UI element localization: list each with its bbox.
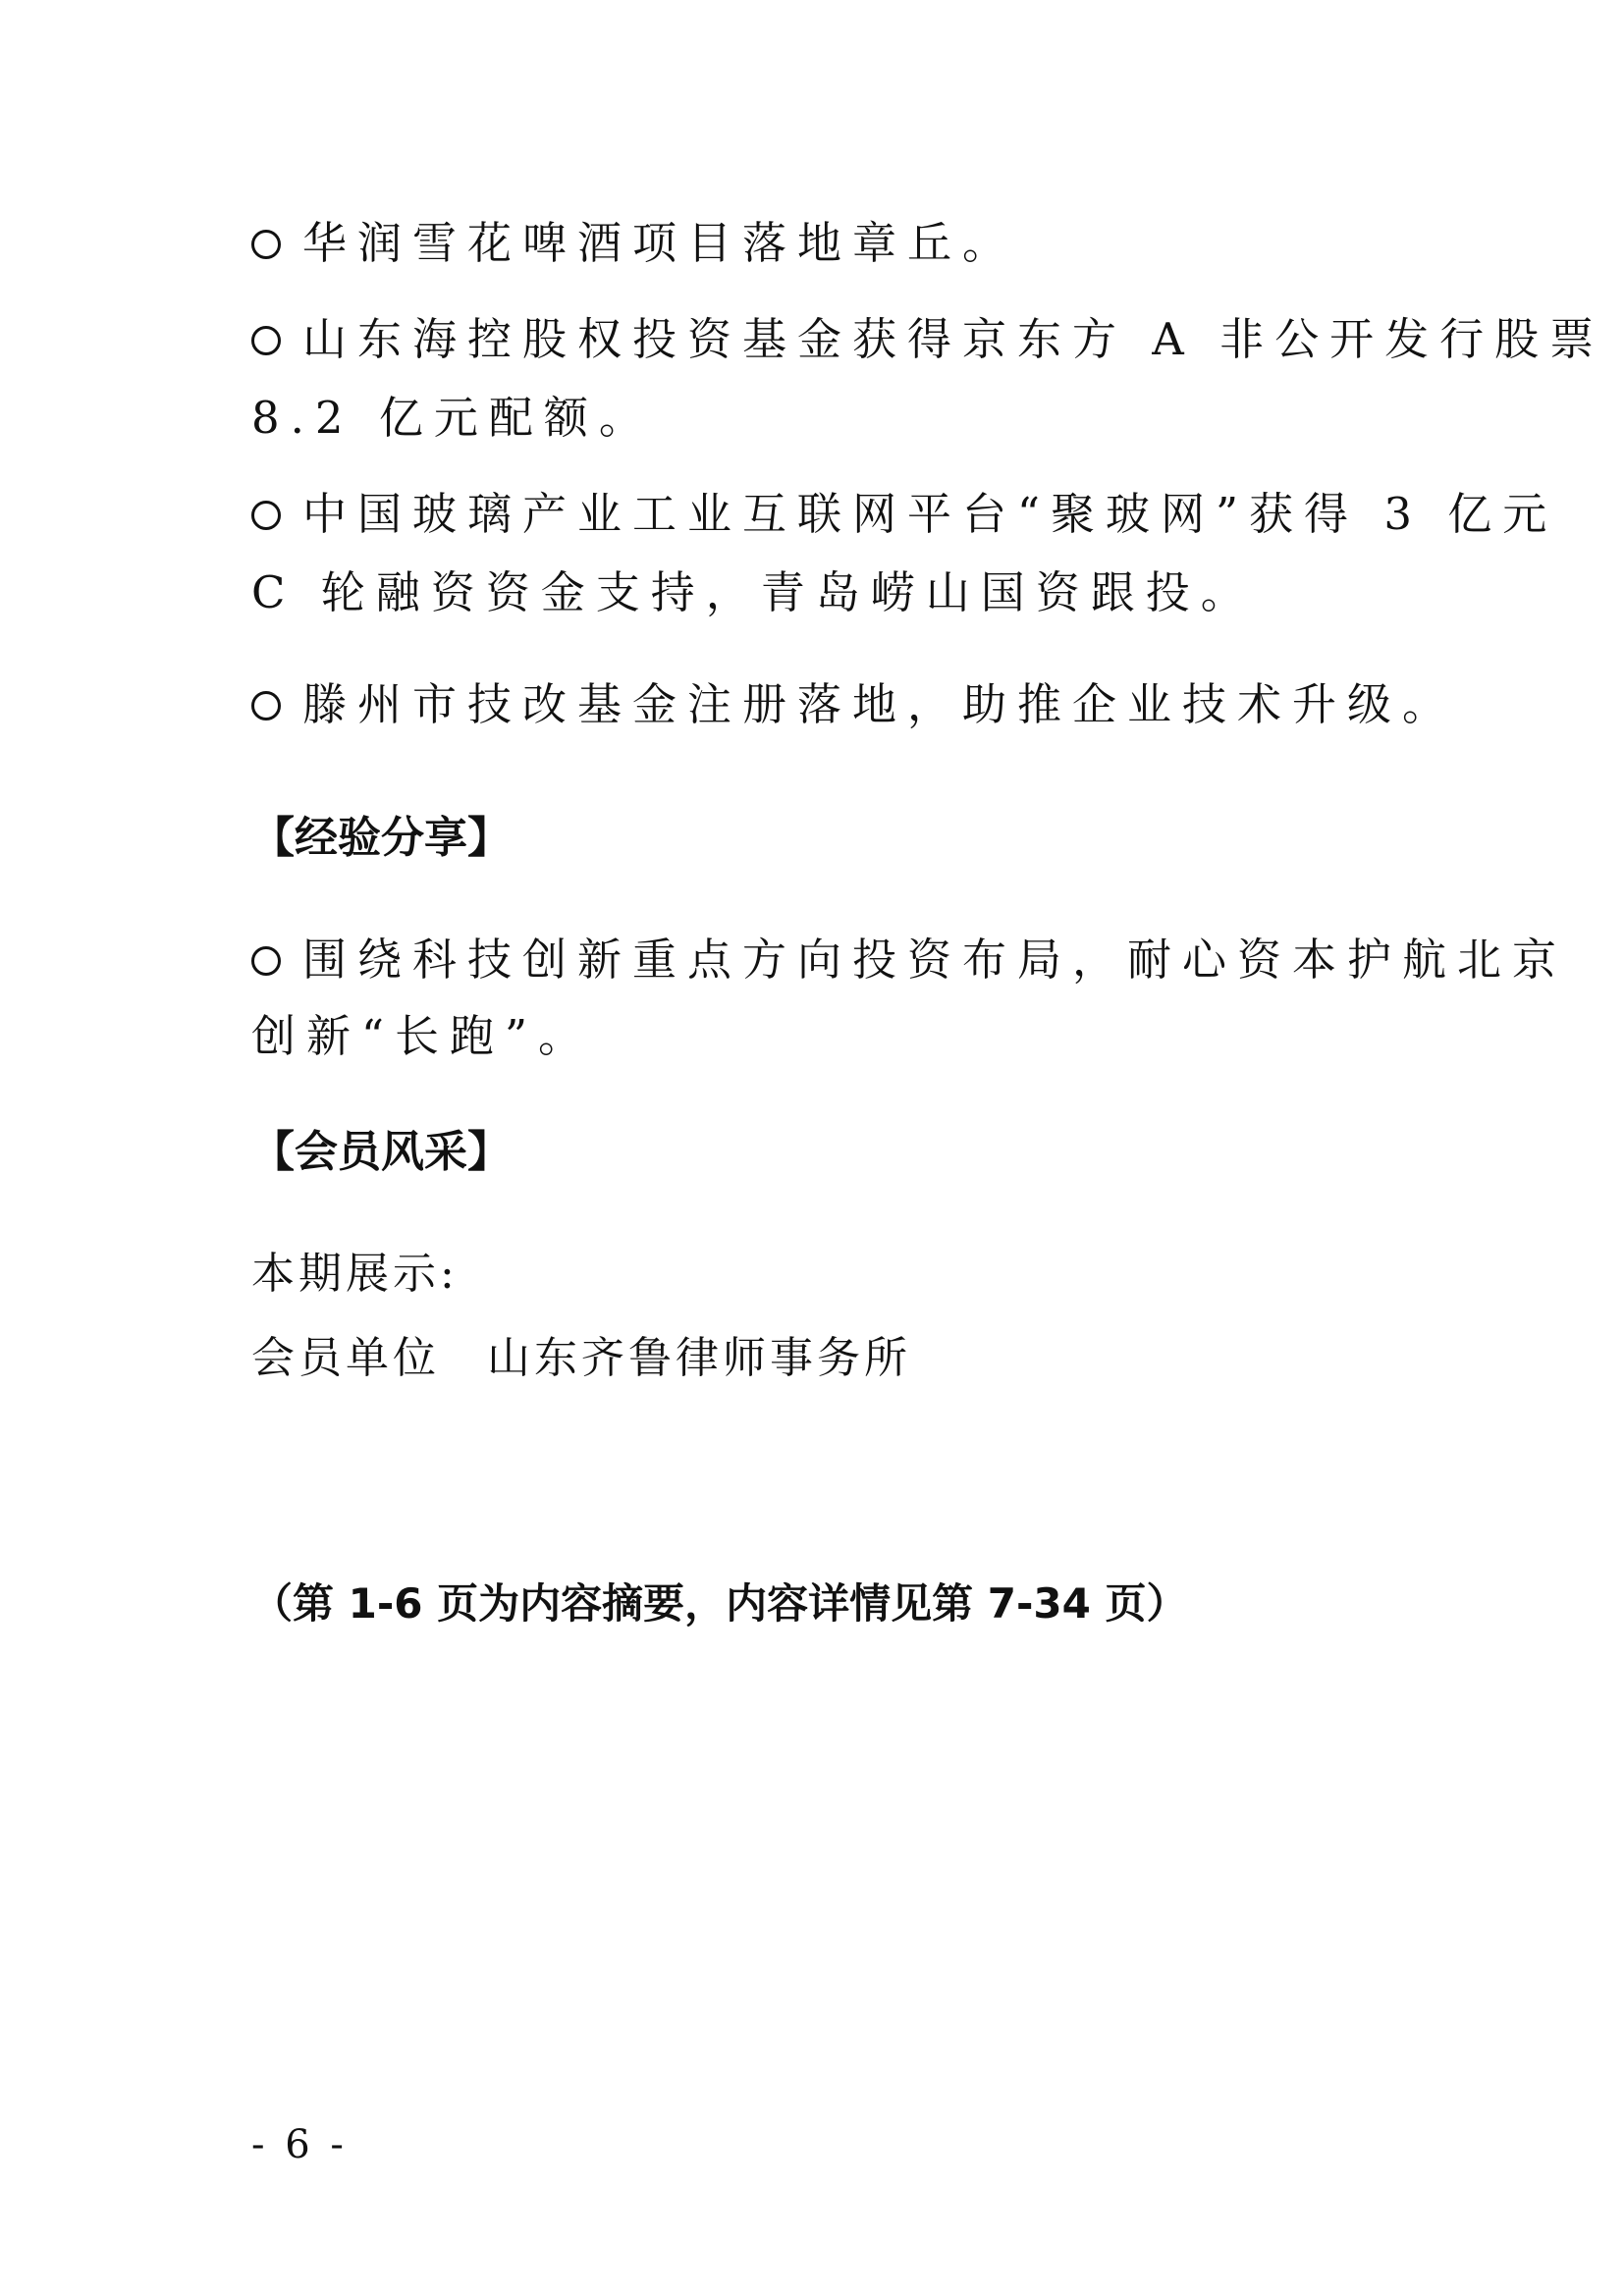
hollow-circle-bullet-icon xyxy=(251,501,281,530)
list-item xyxy=(251,310,1604,369)
list-item-continuation xyxy=(251,389,654,448)
summary-note: （第 1-6 页为内容摘要，内容详情见第 7-34 页） xyxy=(251,1579,1188,1628)
list-item-text: 中国玻璃产业工业互联网平台“聚玻网”获得 3 亿元 xyxy=(302,488,1558,540)
list-item xyxy=(251,485,1557,544)
page-number: - 6 - xyxy=(251,2122,348,2167)
list-item-text: 滕州市技改基金注册落地，助推企业技术升级。 xyxy=(302,678,1458,730)
member-unit-name: 山东齐鲁律师事务所 xyxy=(487,1333,911,1383)
list-item-text: 8.2 亿元配额。 xyxy=(251,392,654,444)
section-heading-members: 【会员风采】 xyxy=(251,1127,511,1177)
list-item-text: 山东海控股权投资基金获得京东方 A 非公开发行股票 xyxy=(302,313,1605,365)
hollow-circle-bullet-icon xyxy=(251,691,281,721)
member-unit-label: 会员单位 xyxy=(251,1333,440,1383)
list-item xyxy=(251,214,1017,273)
list-item-continuation xyxy=(251,1007,593,1066)
list-item-text: 围绕科技创新重点方向投资布局，耐心资本护航北京 xyxy=(302,934,1568,986)
list-item xyxy=(251,931,1567,989)
list-item-continuation xyxy=(251,563,1256,622)
section-heading-experience: 【经验分享】 xyxy=(251,813,511,863)
hollow-circle-bullet-icon xyxy=(251,326,281,355)
list-item xyxy=(251,675,1457,734)
list-item-text: C 轮融资资金支持，青岛崂山国资跟投。 xyxy=(251,566,1256,618)
hollow-circle-bullet-icon xyxy=(251,230,281,259)
showcase-intro: 本期展示: xyxy=(251,1249,459,1299)
hollow-circle-bullet-icon xyxy=(251,946,281,976)
member-unit-line xyxy=(251,1329,911,1388)
list-item-text: 华润雪花啤酒项目落地章丘。 xyxy=(302,217,1018,269)
list-item-text: 创新“长跑”。 xyxy=(251,1010,594,1062)
